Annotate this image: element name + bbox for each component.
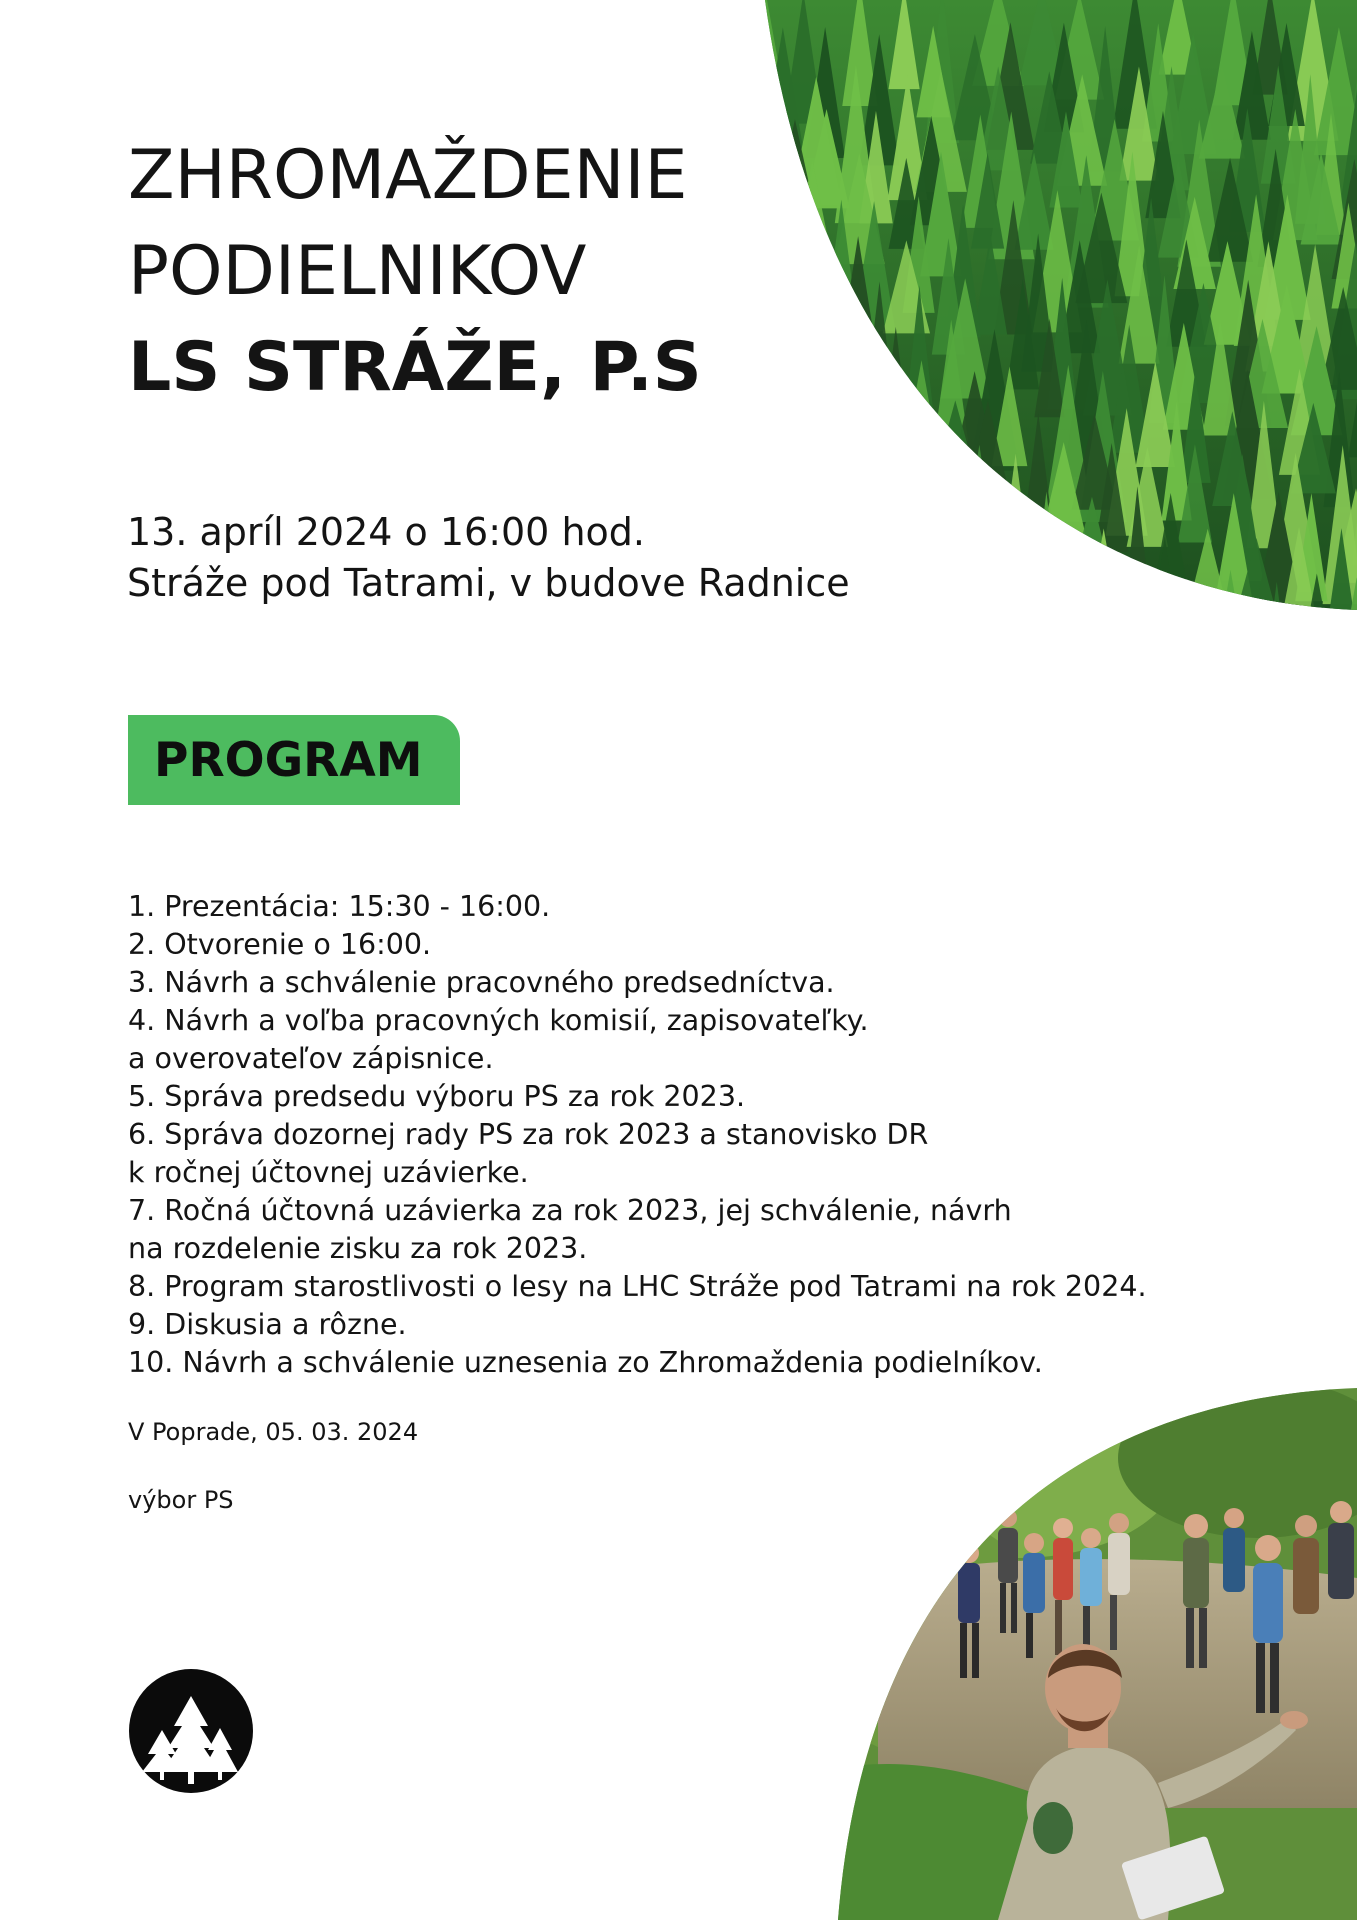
event-info [127,507,1027,609]
agenda-item: 10. Návrh a schválenie uznesenia zo Zhromaždenia podielníkov. [128,1346,1043,1379]
agenda-list [128,888,1308,1382]
agenda-item: 4. Návrh a voľba pracovných komisií, zapisovateľky. [128,1004,869,1037]
title-line-2: PODIELNIKOV [128,232,587,311]
field-trip-photo [838,1388,1357,1920]
program-tag [128,715,460,805]
signature: výbor PS [128,1486,234,1514]
title-line-1: ZHROMAŽDENIE [128,136,688,215]
title-line-3: LS STRÁŽE, P.S [128,328,702,407]
agenda-item: 8. Program starostlivosti o lesy na LHC Stráže pod Tatrami na rok 2024. [128,1270,1147,1303]
agenda-item: k ročnej účtovnej uzávierke. [128,1156,529,1189]
place-date: V Poprade, 05. 03. 2024 [128,1418,419,1446]
agenda-item: 2. Otvorenie o 16:00. [128,928,432,961]
event-datetime: 13. apríl 2024 o 16:00 hod. [127,510,645,554]
agenda-item: 1. Prezentácia: 15:30 - 16:00. [128,890,551,923]
title-block [128,128,768,416]
agenda-item: 3. Návrh a schválenie pracovného predsedníctva. [128,966,835,999]
agenda-item: 7. Ročná účtovná uzávierka za rok 2023, jej schválenie, návrh [128,1194,1012,1227]
agenda-item: 6. Správa dozornej rady PS za rok 2023 a stanovisko DR [128,1118,929,1151]
agenda-item: 5. Správa predsedu výboru PS za rok 2023. [128,1080,746,1113]
agenda-item: 9. Diskusia a rôzne. [128,1308,407,1341]
program-label: PROGRAM [154,732,423,788]
agenda-item: na rozdelenie zisku za rok 2023. [128,1232,588,1265]
agenda-item: a overovateľov zápisnice. [128,1042,494,1075]
pine-trees-icon [128,1668,254,1794]
event-location: Stráže pod Tatrami, v budove Radnice [127,561,850,605]
